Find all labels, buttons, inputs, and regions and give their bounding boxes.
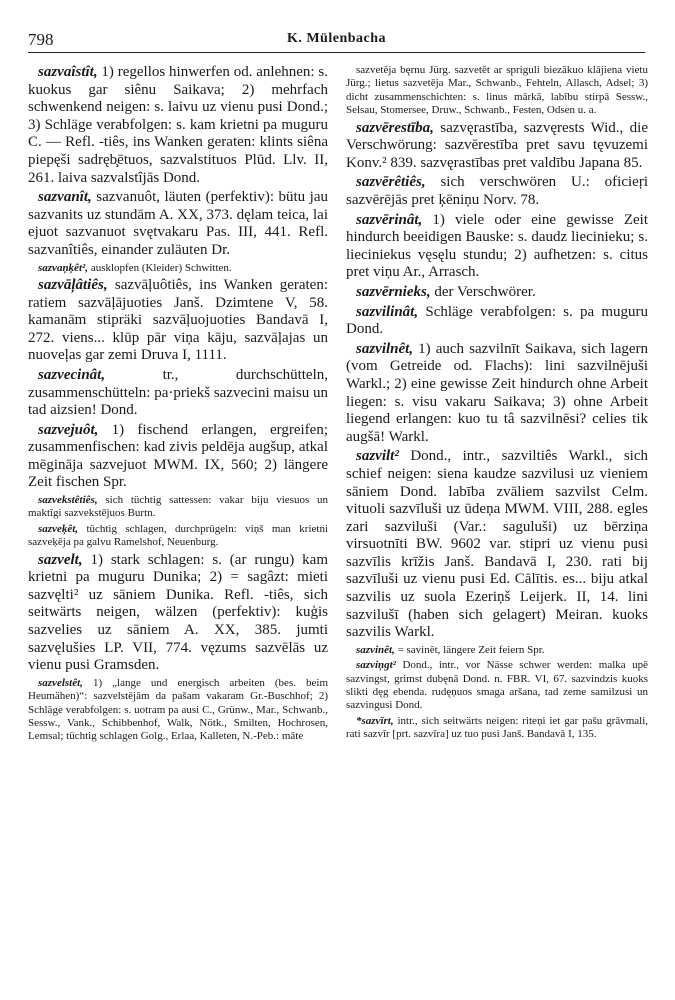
dictionary-entry xyxy=(28,367,328,420)
entry-headword: sazvāļâtiês, xyxy=(38,276,108,293)
dictionary-entry xyxy=(28,262,328,275)
entry-headword: sazvērestība, xyxy=(356,119,434,136)
entry-definition: 1) viele oder eine gewisse Zeit hindurch beeidigen Bauske: s. daudz liecinieku; s. lieciniekus vęsęlu stundu; 2) aufhetzen: s. citus pret viņu Ar., Arrasch. xyxy=(346,211,648,281)
entry-headword: sazvinêt, xyxy=(356,643,395,656)
entry-definition: 1) auch sazvilnīt Saikava, sich lagern (vom Getreide od. Flachs): lini sazvilnējuši Warkl.; 2) eine gewisse Zeit hindurch ohne Arbeit liegen: s. visu vakaru Saikava; 3) ohne Arbeit liegend erlangen: kuo tu tâ sazvilnēsi? celies tik augšā! Warkl. xyxy=(346,340,648,445)
entry-definition: Schläge verabfolgen: s. pa muguru Dond. xyxy=(346,303,648,338)
dictionary-entry xyxy=(346,120,648,173)
entry-definition: ausklopfen (Kleider) Schwitten. xyxy=(90,261,232,274)
page-title: K. Mülenbacha xyxy=(286,31,387,46)
entry-headword: sazvaņķêt², xyxy=(38,261,89,274)
entry-definition: 1) stark schlagen: s. (ar rungu) kam krietni pa muguru Dunika; 2) = sagâzt: mieti sazvęlti² uz sāniem Dunika. Refl. -tiês, sich seitwärts neigen, wälzen (perfektiv): kuģis sazvelies uz sāniem A. XX, 385. jumti sazvęlušies LP. VII, 774. vęzums sazvēlās uz vienu pusi Gramsden. xyxy=(28,551,328,674)
entry-headword: sazvērêtiês, xyxy=(356,174,426,191)
entry-headword: sazvilt² xyxy=(356,448,399,465)
page-header xyxy=(28,28,645,53)
entry-headword: sazvejuôt, xyxy=(38,421,99,438)
entry-definition: sich tüchtig sattessen: vakar biju viesuos un maktīgi sazvekstējuos Burtn. xyxy=(28,494,328,520)
entry-headword: sazvērinât, xyxy=(356,211,423,228)
entry-headword: sazvekstêtiês, xyxy=(38,494,98,507)
entry-headword: sazvērnieks, xyxy=(356,283,431,300)
entry-headword: sazveķêt, xyxy=(38,522,79,535)
dictionary-entry xyxy=(28,494,328,521)
dictionary-entry xyxy=(28,277,328,365)
entry-definition: 1) regellos hinwerfen od. anlehnen: s. kuokus gar siênu Saikava; 2) mehrfach schwenkend neigen: s. laivu uz vienu pusi Dond.; 3) Schläge verabfolgen: s. kam krietni pa muguru C. — Refl. -tiês, ins Wanken geraten: klints siêna piepęši sadręb̧ētuos, sazvalstituos Plūd. Llv. II, 261. laiva sazvalstîjās Dond. xyxy=(28,64,328,186)
entry-definition: intr., sich seitwärts neigen: riteņi iet gar pašu grāvmali, rati sazvīr [prt. sazvīra] uz tuo pusi Janš. Bandavā I, 135. xyxy=(346,714,648,741)
dictionary-entry xyxy=(346,174,648,209)
dictionary-entry xyxy=(346,715,648,742)
entry-headword: sazvanît, xyxy=(38,189,92,206)
entry-headword: sazvilinât, xyxy=(356,303,419,320)
dictionary-entry xyxy=(346,304,648,339)
entry-definition: der Verschwörer. xyxy=(434,283,536,300)
entry-headword: sazvelt, xyxy=(38,551,83,568)
entry-definition: sazvāļuôtiês, ins Wanken geraten: ratiem sazvāļājuoties Janš. Dzimtene V, 58. kamanām stipräki sazvāļuojuoties Bandavā I, 272. viens... klūp pār viņa kāju, sazvāļajas un nuoveļas gar zemi Druva I, 1111. xyxy=(28,276,328,364)
left-column xyxy=(28,64,328,990)
entry-definition: sazvetēja bęrnu Jürg. sazvetēt ar spriguli biezākuo klājiena vietu Jürg.; lietus sazvetēja Mar., Schwanb., Fehteln, Allasch, Adsel; 3) dicht zusammenschichten: s. linus mārkā, labību stirpā Sessw., Selsau, Stomersee, Druw., Schwanb., Festen, Odsen u. a. xyxy=(346,64,648,117)
page-number: 798 xyxy=(28,30,54,49)
entry-headword: *sazvīrt, xyxy=(356,714,394,727)
entry-definition: 1) fischend erlangen, ergreifen; zusammenfischen: kad zivis peldēja augšup, atkal mēgināja sazvejuot MWM. IX, 560; 2) längere Zeit fischen Spr. xyxy=(28,421,328,491)
dictionary-entry xyxy=(28,189,328,259)
entry-definition: sazvanuôt, läuten (perfektiv): bütu jau sazvanits uz stundām A. XX, 373. dęlam teica, lai ejuot sazvanuot svętvakaru Pas. III, 441. Refl. sazvanîtiês, einander zuläuten Dr. xyxy=(28,189,328,258)
entry-definition: Dond., intr., sazviltiês Warkl., sich schief neigen: siena kaudze sazvilusi uz vieniem sāniem Dond. labība zvāliem sazvilst Celm. vituoli sazvīluši uz ūdeņa MWM. VIII, 288. egles zari sazviluši (Var.: saguluši) uz bērziņa virsuotnīti BW. 9602 var. stipri uz vienu pusi sazvīlis krīžis Janš. Bandavā I, 230. rati bij sazvīluši uz vienu pusi Ed. Cālītis. es... biju atkal sazvilis uz suola Ezeriņš Leijerk. II, 14. lini sazvilušī (haben sich gelagert) Meiran. kuoks sazvilis Warkl. xyxy=(346,448,648,641)
entry-headword: sazvecinât, xyxy=(38,366,106,383)
entry-definition: sich verschwören U.: oficieŗi sazvērējās pret ķēniņu Norv. 78. xyxy=(346,174,648,208)
dictionary-entry xyxy=(346,64,648,118)
dictionary-entry xyxy=(346,284,648,302)
dictionary-entry xyxy=(28,64,328,187)
dictionary-entry xyxy=(28,677,328,744)
entry-headword: sazvelstêt, xyxy=(38,676,83,689)
dictionary-entry xyxy=(346,644,648,657)
entry-headword: sazvilnêt, xyxy=(356,340,414,357)
entry-definition: Dond., intr., vor Nässe schwer werden: malka upē sazvingst, grimst dubęnā Dond. n. FBR. VI, 67. sazvindzis kuoks slikti dęg ebenda. rudęņuos smaga aršana, tad zeme samilzusi un sazvingusi Dond. xyxy=(346,659,648,712)
entry-definition: tr., durchschütteln, zusammenschütteln: pa·priekš sazvecini maisu un tad aizsien! Dond. xyxy=(28,366,328,419)
entry-headword: sazvaîstît, xyxy=(38,64,98,80)
dictionary-entry xyxy=(346,448,648,642)
entry-definition: 1) „lange und energisch arbeiten (bes. beim Heumähen)“: sazvelstējām da pašam vakaram Gr.-Buschhof; 2) Schläge verabfolgen: s. uotram pa ausi C., Grünw., Mar., Schwanb., Sessw., Vank., Schibbenhof, Walk, Nötk., Smilten, Hochrosen, Lemsal; tüchtig schlagen Golg., Erlaa, Kalleten, N.-Peb.: māte xyxy=(28,676,328,743)
dictionary-entry xyxy=(346,659,648,713)
entry-definition: sazvęrastība, sazvęrests Wid., die Verschwörung: sazvērestība pret savu tęvuzemi Konv.² 839. sazvęrastības pret valdību Japana 85. xyxy=(346,119,648,171)
dictionary-entry xyxy=(346,341,648,447)
dictionary-entry xyxy=(346,212,648,282)
dictionary-entry xyxy=(28,523,328,550)
right-column xyxy=(346,64,648,990)
entry-definition: = savinêt, längere Zeit feiern Spr. xyxy=(397,643,545,656)
dictionary-entry xyxy=(28,422,328,492)
entry-headword: sazviņgt² xyxy=(356,659,396,672)
entry-definition: tüchtig schlagen, durchprügeln: viņš man krietni sazveķēja pa galvu Ramelshof, Neuenburg. xyxy=(28,522,328,549)
dictionary-entry xyxy=(28,552,328,675)
